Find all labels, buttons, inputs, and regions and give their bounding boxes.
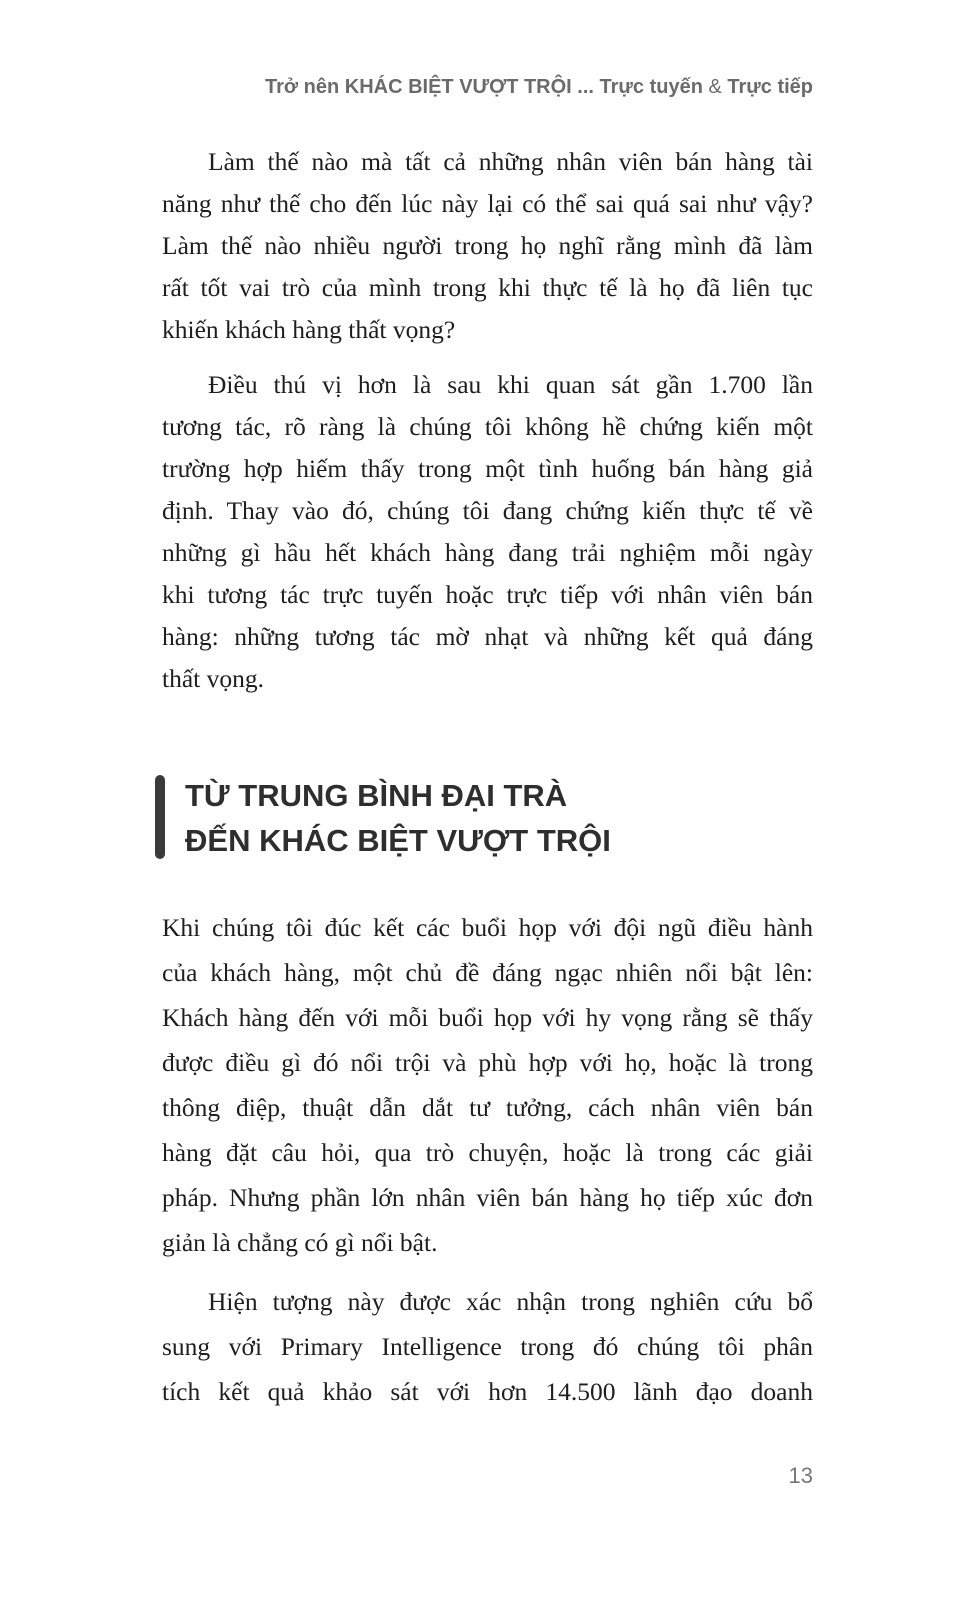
text-line: Hiện tượng này được xác nhận trong nghiên cứu bổ [208,1287,813,1316]
text-line: năng như thế cho đến lúc này lại có thể sai quá sai như vậy? [162,189,813,218]
text-line: rất tốt vai trò của mình trong khi thực tế là họ đã liên tục [162,273,813,302]
text-line: được điều gì đó nổi trội và phù hợp với họ, hoặc là trong [162,1048,813,1077]
text-line: những gì hầu hết khách hàng đang trải nghiệm mỗi ngày [162,538,813,567]
text-line: sung với Primary Intelligence trong đó chúng tôi phân [162,1332,813,1361]
header-title: Trở nên KHÁC BIỆT VƯỢT TRỘI ... Trực tuyến [264,76,709,98]
paragraph-3 [162,905,813,1265]
paragraph-2 [162,364,813,700]
text-line: hàng đặt câu hỏi, qua trò chuyện, hoặc là trong các giải [162,1138,813,1167]
text-line: Làm thế nào mà tất cả những nhân viên bán hàng tài [208,147,813,176]
text-line: Khách hàng đến với mỗi buổi họp với hy vọng rằng sẽ thấy [162,1003,813,1032]
heading-line: TỪ TRUNG BÌNH ĐẠI TRÀ [185,778,568,813]
text-line: khi tương tác trực tuyến hoặc trực tiếp với nhân viên bán [162,580,813,609]
text-line: Làm thế nào nhiều người trong họ nghĩ rằng mình đã làm [162,231,813,260]
text-line: khiến khách hàng thất vọng? [162,315,456,344]
header-title-end: Trực tiếp [721,76,813,98]
text-line: thông điệp, thuật dẫn dắt tư tưởng, cách nhân viên bán [162,1093,813,1122]
page-number: 13 [788,1463,813,1488]
text-line: giản là chẳng có gì nổi bật. [162,1228,438,1257]
paragraph-1 [162,141,813,351]
text-line: định. Thay vào đó, chúng tôi đang chứng kiến thực tế về [162,496,813,525]
text-line: Điều thú vị hơn là sau khi quan sát gần 1.700 lần [208,370,813,399]
header-ampersand: & [708,76,722,98]
running-header [265,76,813,99]
text-line: pháp. Nhưng phần lớn nhân viên bán hàng họ tiếp xúc đơn [162,1183,813,1212]
heading-accent-bar [155,775,165,859]
text-line: của khách hàng, một chủ đề đáng ngạc nhiên nổi bật lên: [162,958,813,987]
heading-line: ĐẾN KHÁC BIỆT VƯỢT TRỘI [185,823,611,858]
text-line: hàng: những tương tác mờ nhạt và những kết quả đáng [162,622,813,651]
paragraph-4 [162,1279,813,1414]
text-line: trường hợp hiếm thấy trong một tình huống bán hàng giả [162,454,813,483]
text-line: tích kết quả khảo sát với hơn 14.500 lãnh đạo doanh [162,1377,813,1406]
text-line: tương tác, rõ ràng là chúng tôi không hề chứng kiến một [162,412,813,441]
text-line: Khi chúng tôi đúc kết các buổi họp với đội ngũ điều hành [162,913,813,942]
text-line: thất vọng. [162,664,264,693]
